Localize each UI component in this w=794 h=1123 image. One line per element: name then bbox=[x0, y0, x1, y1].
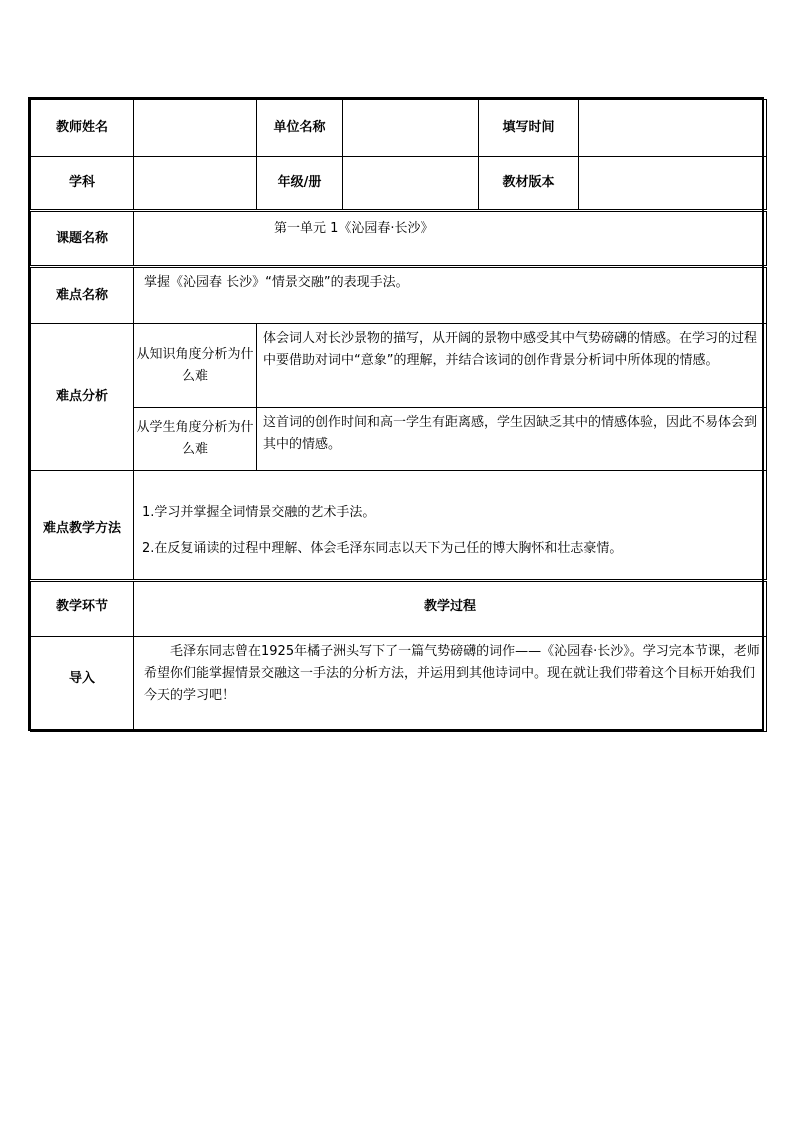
method-item: 1.学习并掌握全词情景交融的艺术手法。 bbox=[142, 505, 376, 520]
header-row-1 bbox=[31, 100, 767, 157]
method-row bbox=[31, 471, 767, 581]
analysis-row-student bbox=[31, 408, 767, 471]
intro-text: 毛泽东同志曾在1925年橘子洲头写下了一篇气势磅礴的词作——《沁园春·长沙》。学习完本节课，老师希望你们能掌握情景交融这一手法的分析方法，并运用到其他诗词中。现在就让我们带着这个目标开始我们今天的学习吧！ bbox=[144, 644, 760, 703]
difficulty-name-label: 难点名称 bbox=[31, 267, 134, 324]
subject-value[interactable] bbox=[134, 157, 257, 211]
teacher-name-value[interactable] bbox=[134, 100, 257, 157]
student-angle-value[interactable]: 这首词的创作时间和高一学生有距离感，学生因缺乏其中的情感体验，因此不易体会到其中的情感。 bbox=[257, 408, 767, 471]
subject-label: 学科 bbox=[31, 157, 134, 211]
difficulty-name-value[interactable]: 掌握《沁园春 长沙》“情景交融”的表现手法。 bbox=[134, 267, 767, 324]
difficulty-row bbox=[31, 267, 767, 324]
edition-label: 教材版本 bbox=[479, 157, 579, 211]
teaching-process-label: 教学过程 bbox=[134, 581, 767, 637]
unit-name-label: 单位名称 bbox=[257, 100, 343, 157]
lesson-plan-grid bbox=[30, 99, 767, 732]
teaching-stage-label: 教学环节 bbox=[31, 581, 134, 637]
analysis-row-knowledge bbox=[31, 324, 767, 408]
difficulty-analysis-label: 难点分析 bbox=[31, 324, 134, 471]
fill-date-value[interactable] bbox=[579, 100, 767, 157]
teacher-name-label: 教师姓名 bbox=[31, 100, 134, 157]
grade-label: 年级/册 bbox=[257, 157, 343, 211]
process-header-row bbox=[31, 581, 767, 637]
knowledge-angle-label: 从知识角度分析为什么难 bbox=[134, 324, 257, 408]
intro-content[interactable] bbox=[134, 637, 767, 732]
method-item: 2.在反复诵读的过程中理解、体会毛泽东同志以天下为己任的博大胸怀和壮志豪情。 bbox=[142, 541, 623, 556]
lesson-row bbox=[31, 211, 767, 267]
lesson-title-label: 课题名称 bbox=[31, 211, 134, 267]
header-row-2 bbox=[31, 157, 767, 211]
lesson-title-value[interactable]: 第一单元 1《沁园春·长沙》 bbox=[134, 211, 767, 267]
teaching-method-label: 难点教学方法 bbox=[31, 471, 134, 581]
fill-date-label: 填写时间 bbox=[479, 100, 579, 157]
lesson-plan-table bbox=[28, 97, 764, 731]
edition-value[interactable] bbox=[579, 157, 767, 211]
intro-row bbox=[31, 637, 767, 732]
intro-stage-label: 导入 bbox=[31, 637, 134, 732]
unit-name-value[interactable] bbox=[343, 100, 479, 157]
grade-value[interactable] bbox=[343, 157, 479, 211]
teaching-method-value[interactable] bbox=[134, 471, 767, 581]
knowledge-angle-value[interactable]: 体会词人对长沙景物的描写，从开阔的景物中感受其中气势磅礴的情感。在学习的过程中要借助对词中“意象”的理解，并结合该词的创作背景分析词中所体现的情感。 bbox=[257, 324, 767, 408]
student-angle-label: 从学生角度分析为什么难 bbox=[134, 408, 257, 471]
